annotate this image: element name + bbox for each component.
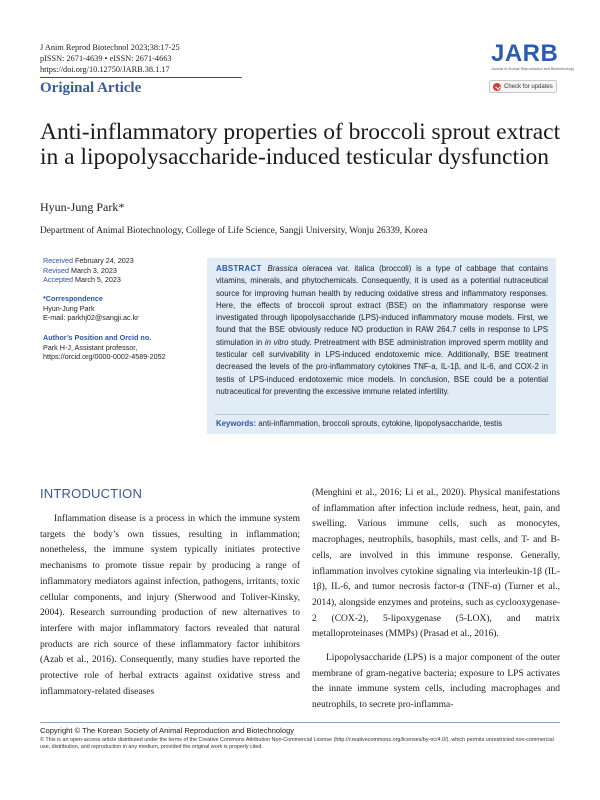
- keywords-line: [216, 419, 502, 428]
- keywords-list: anti-inflammation, broccoli sprouts, cytokine, lipopolysaccharide, testis: [258, 419, 502, 428]
- correspondence-heading: *Correspondence: [43, 294, 103, 303]
- article-title: Anti-inflammatory properties of broccoli sprout extract in a lipopolysaccharide-induced testicular dysfunction: [40, 119, 561, 170]
- check-updates-icon: [493, 83, 501, 91]
- author-name: Hyun-Jung Park*: [40, 200, 125, 214]
- abstract-heading: ABSTRACT: [216, 264, 262, 273]
- accepted-date: Accepted March 5, 2023: [43, 275, 121, 285]
- correspondence-name: Hyun-Jung Park: [43, 303, 95, 313]
- correspondence-block: [43, 294, 203, 323]
- doi-link[interactable]: https://doi.org/10.12750/JARB.38.1.17: [40, 64, 170, 74]
- abstract-box: [207, 258, 556, 434]
- logo-subtitle: Journal of Animal Reproduction and Biotechnology: [491, 67, 575, 71]
- abstract-in-vitro: in vitro: [264, 337, 289, 347]
- article-dates: [43, 256, 203, 285]
- copyright-line: Copyright © The Korean Society of Animal Reproduction and Biotechnology: [40, 726, 295, 735]
- license-notice: © This is an open-access article distributed under the terms of the Creative Commons Attribution Non-Commercial License (http://creativecommons.org/licenses/by-nc/4.0/), which permits unrestricted non-commercial use, distribution, and reproduction in any medium, provided the original work is properly cited.: [40, 737, 554, 751]
- keywords-divider: [215, 414, 549, 415]
- orcid-heading: Author’s Position and Orcid no.: [43, 333, 152, 342]
- intro-paragraph-1-continued: (Menghini et al., 2016; Li et al., 2020). Physical manifestations of inflammation after infection include redness, heat, pain, and swelling. Various immune cells, such as monocytes, macrophages, neutrophils, basophils, mast cells, and T- and B-cells, are involved in this immune response. Generally, inflammation involves cytokine signaling via interleukin-1β (IL-1β), IL-6, and tumor necrosis factor-α (TNF-α) (Turner et al., 2014), alongside enzymes and proteins, such as cyclooxygenase-2 (COX-2), 5-lipoxygenase (5-LOX), and matrix metalloproteinases (MMPs) (Prasad et al., 2016).: [312, 488, 560, 640]
- citation-block: [40, 43, 180, 75]
- revised-date: Revised March 3, 2023: [43, 265, 117, 275]
- article-type-label: Original Article: [40, 80, 142, 96]
- journal-citation: J Anim Reprod Biotechnol 2023;38:17-25: [40, 43, 180, 52]
- body-column-left: [40, 512, 300, 700]
- body-column-right: [312, 486, 560, 714]
- orcid-block: [43, 333, 203, 362]
- logo-wordmark: JARB: [491, 40, 559, 67]
- intro-paragraph-1: Inflammation disease is a process in which the immune system targets the body’s own tissues, resulting in inflammation; nonetheless, the immune system typically initiates protective mechanisms to promote tissue repair by producing a range of inflammatory mediators against infection, pathogens, irritants, toxic cellular components, and injury (Sherwood and Toliver-Kinsky, 2004). Research surrounding production of new alternatives to interfere with major inflammatory factors revealed that natural products are rich source of these inflammatory factor inhibitors (Azab et al., 2016). Consequently, many studies have reported the protective role of herbal extracts against oxidative stress and inflammatory-related diseases: [40, 514, 300, 697]
- check-updates-label: Check for updates: [504, 83, 553, 90]
- author-position: Park H-J, Assistant professor,: [43, 342, 138, 352]
- author-affiliation: Department of Animal Biotechnology, College of Life Science, Sangji University, Wonju 26339, Korea: [40, 226, 428, 236]
- keywords-label: Keywords:: [216, 419, 257, 428]
- footer-divider: [40, 722, 560, 723]
- journal-logo: [491, 40, 575, 71]
- abstract-species: Brassica oleracea: [267, 264, 333, 273]
- abstract-text-2: study. Pretreatment with BSE administration improved sperm motility and testicular cell survivability in LPS-induced endotoxemic mice. Additionally, BSE treatment decreased the levels of the pro-inflammatory cytokines TNF-a, IL-1β, and IL-6, and COX-2 in testis of LPS-induced endotoxemic mice models. In conclusion, BSE could be a potential nutraceutical for preventing the excessive immune related infertility.: [216, 337, 548, 396]
- issn-line: pISSN: 2671-4639 • eISSN: 2671-4663: [40, 53, 172, 63]
- check-for-updates-button[interactable]: [489, 80, 557, 93]
- received-date: Received February 24, 2023: [43, 256, 134, 265]
- header-divider: [40, 77, 242, 78]
- intro-paragraph-2: Lipopolysaccharide (LPS) is a major component of the outer membrane of gram-negative bacteria; exposure to LPS activates the innate immune system cells, including macrophages and neutrophils, to secrete pro-inflamma-: [312, 653, 560, 711]
- introduction-heading: INTRODUCTION: [40, 486, 143, 501]
- correspondence-email[interactable]: E-mail: parkhj02@sangji.ac.kr: [43, 313, 139, 323]
- orcid-link[interactable]: https://orcid.org/0000-0002-4589-2052: [43, 352, 166, 362]
- abstract-text-1: var. italica (broccoli) is a type of cabbage that contains vitamins, minerals, and phytochemicals. Consequently, it is used as a potential nutraceutical source for improving human health by reducing oxidative stress and inflammatory responses. Here, the effects of broccoli sprout extract (BSE) on the inflammatory response were investigated through lipopolysaccharide (LPS)-induced inflammatory mouse models. First, we found that the BSE obviously reduce NO production in RAW 264.7 cells in response to LPS stimulation in: [216, 264, 548, 347]
